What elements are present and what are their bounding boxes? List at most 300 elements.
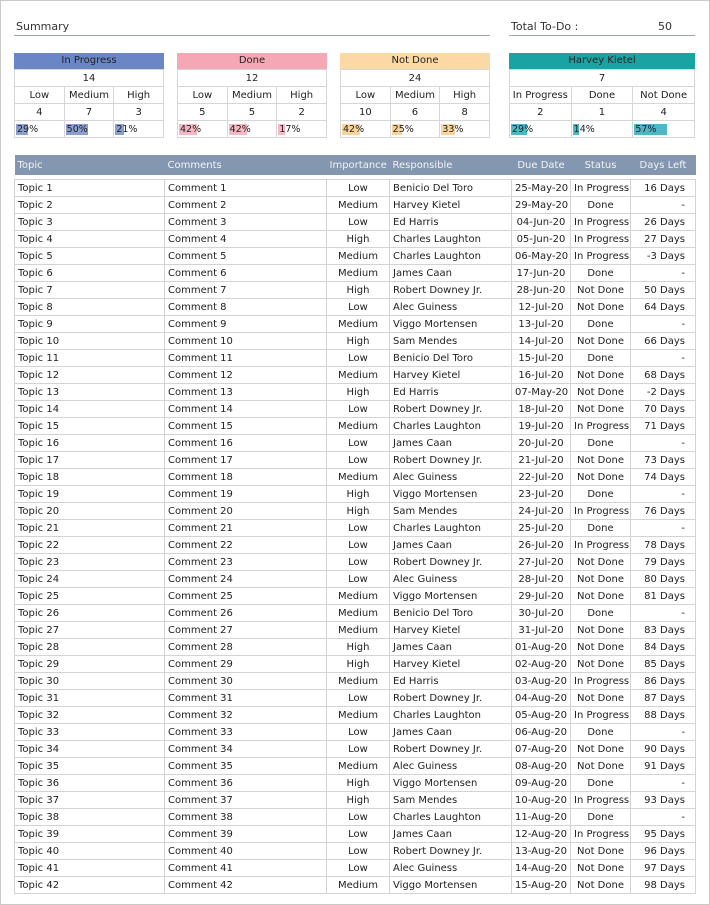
importance-cell[interactable]: Medium [327,197,390,214]
comment-cell[interactable]: Comment 13 [165,384,327,401]
status-cell[interactable]: In Progress [571,180,631,197]
status-cell[interactable]: Done [571,486,631,503]
responsible-cell[interactable]: Harvey Kietel [390,622,512,639]
summary-box-total[interactable]: 14 [15,70,164,87]
responsible-cell[interactable]: Sam Mendes [390,333,512,350]
summary-count[interactable]: 4 [633,104,695,121]
status-cell[interactable]: Done [571,724,631,741]
topic-cell[interactable]: Topic 24 [15,571,165,588]
days-left-cell[interactable]: 95 Days [631,826,696,843]
responsible-cell[interactable]: Viggo Mortensen [390,486,512,503]
importance-cell[interactable]: High [327,639,390,656]
due-date-cell[interactable]: 26-Jul-20 [512,537,571,554]
status-cell[interactable]: Not Done [571,860,631,877]
days-left-cell[interactable]: 68 Days [631,367,696,384]
due-date-cell[interactable]: 10-Aug-20 [512,792,571,809]
comment-cell[interactable]: Comment 5 [165,248,327,265]
status-cell[interactable]: In Progress [571,248,631,265]
comment-cell[interactable]: Comment 14 [165,401,327,418]
responsible-cell[interactable]: Ed Harris [390,673,512,690]
status-cell[interactable]: Done [571,265,631,282]
due-date-cell[interactable]: 27-Jul-20 [512,554,571,571]
topic-cell[interactable]: Topic 18 [15,469,165,486]
due-date-cell[interactable]: 23-Jul-20 [512,486,571,503]
responsible-cell[interactable]: Harvey Kietel [390,197,512,214]
days-left-cell[interactable]: 50 Days [631,282,696,299]
comment-cell[interactable]: Comment 22 [165,537,327,554]
days-left-cell[interactable]: 91 Days [631,758,696,775]
status-cell[interactable]: Not Done [571,656,631,673]
responsible-cell[interactable]: Benicio Del Toro [390,180,512,197]
responsible-cell[interactable]: Alec Guiness [390,469,512,486]
days-left-cell[interactable]: - [631,809,696,826]
due-date-cell[interactable]: 12-Jul-20 [512,299,571,316]
total-todo-value[interactable]: 50 [658,20,672,33]
status-cell[interactable]: Not Done [571,299,631,316]
summary-count[interactable]: 1 [571,104,633,121]
comment-cell[interactable]: Comment 37 [165,792,327,809]
due-date-cell[interactable]: 16-Jul-20 [512,367,571,384]
status-cell[interactable]: In Progress [571,214,631,231]
summary-count[interactable]: 3 [114,104,164,121]
summary-percent-cell[interactable] [571,121,633,138]
due-date-cell[interactable]: 25-May-20 [512,180,571,197]
importance-cell[interactable]: High [327,775,390,792]
responsible-cell[interactable]: James Caan [390,265,512,282]
responsible-cell[interactable]: Charles Laughton [390,809,512,826]
due-date-cell[interactable]: 06-Aug-20 [512,724,571,741]
status-cell[interactable]: In Progress [571,537,631,554]
comment-cell[interactable]: Comment 26 [165,605,327,622]
days-left-cell[interactable]: 76 Days [631,503,696,520]
importance-cell[interactable]: Medium [327,707,390,724]
status-cell[interactable]: Not Done [571,843,631,860]
comment-cell[interactable]: Comment 40 [165,843,327,860]
importance-cell[interactable]: Medium [327,622,390,639]
comment-cell[interactable]: Comment 21 [165,520,327,537]
responsible-cell[interactable]: Robert Downey Jr. [390,401,512,418]
topic-cell[interactable]: Topic 32 [15,707,165,724]
topic-cell[interactable]: Topic 7 [15,282,165,299]
days-left-cell[interactable]: 78 Days [631,537,696,554]
due-date-cell[interactable]: 13-Aug-20 [512,843,571,860]
comment-cell[interactable]: Comment 2 [165,197,327,214]
due-date-cell[interactable]: 02-Aug-20 [512,656,571,673]
responsible-cell[interactable]: Alec Guiness [390,758,512,775]
comment-cell[interactable]: Comment 9 [165,316,327,333]
importance-cell[interactable]: High [327,282,390,299]
importance-cell[interactable]: Low [327,724,390,741]
summary-percent-cell[interactable] [277,121,327,138]
due-date-cell[interactable]: 21-Jul-20 [512,452,571,469]
importance-cell[interactable]: Medium [327,877,390,894]
comment-cell[interactable]: Comment 6 [165,265,327,282]
status-cell[interactable]: In Progress [571,503,631,520]
summary-count[interactable]: 10 [341,104,391,121]
importance-cell[interactable]: Low [327,843,390,860]
status-cell[interactable]: In Progress [571,673,631,690]
summary-percent-cell[interactable] [341,121,391,138]
days-left-cell[interactable]: 88 Days [631,707,696,724]
header-comments[interactable]: Comments [165,155,327,175]
status-cell[interactable]: Not Done [571,384,631,401]
topic-cell[interactable]: Topic 15 [15,418,165,435]
status-cell[interactable]: Not Done [571,571,631,588]
due-date-cell[interactable]: 13-Jul-20 [512,316,571,333]
due-date-cell[interactable]: 11-Aug-20 [512,809,571,826]
status-cell[interactable]: Not Done [571,452,631,469]
topic-cell[interactable]: Topic 29 [15,656,165,673]
importance-cell[interactable]: High [327,231,390,248]
summary-box-total[interactable]: 12 [178,70,327,87]
topic-cell[interactable]: Topic 35 [15,758,165,775]
comment-cell[interactable]: Comment 18 [165,469,327,486]
days-left-cell[interactable]: 70 Days [631,401,696,418]
status-cell[interactable]: Not Done [571,554,631,571]
days-left-cell[interactable]: 98 Days [631,877,696,894]
summary-percent-cell[interactable] [64,121,114,138]
header-status[interactable]: Status [571,155,631,175]
responsible-cell[interactable]: James Caan [390,537,512,554]
due-date-cell[interactable]: 19-Jul-20 [512,418,571,435]
comment-cell[interactable]: Comment 36 [165,775,327,792]
summary-percent-cell[interactable] [390,121,440,138]
summary-count[interactable]: 4 [15,104,65,121]
days-left-cell[interactable]: - [631,520,696,537]
comment-cell[interactable]: Comment 29 [165,656,327,673]
comment-cell[interactable]: Comment 38 [165,809,327,826]
header-topic[interactable]: Topic [15,155,165,175]
status-cell[interactable]: Done [571,316,631,333]
topic-cell[interactable]: Topic 2 [15,197,165,214]
importance-cell[interactable]: Medium [327,248,390,265]
status-cell[interactable]: Not Done [571,282,631,299]
topic-cell[interactable]: Topic 25 [15,588,165,605]
days-left-cell[interactable]: 84 Days [631,639,696,656]
responsible-cell[interactable]: Charles Laughton [390,418,512,435]
status-cell[interactable]: In Progress [571,792,631,809]
summary-box-total[interactable]: 7 [510,70,695,87]
days-left-cell[interactable]: 86 Days [631,673,696,690]
comment-cell[interactable]: Comment 41 [165,860,327,877]
days-left-cell[interactable]: - [631,724,696,741]
topic-cell[interactable]: Topic 27 [15,622,165,639]
topic-cell[interactable]: Topic 33 [15,724,165,741]
topic-cell[interactable]: Topic 11 [15,350,165,367]
topic-cell[interactable]: Topic 22 [15,537,165,554]
days-left-cell[interactable]: - [631,605,696,622]
status-cell[interactable]: Not Done [571,741,631,758]
importance-cell[interactable]: Low [327,401,390,418]
status-cell[interactable]: Not Done [571,401,631,418]
responsible-cell[interactable]: Alec Guiness [390,571,512,588]
status-cell[interactable]: In Progress [571,707,631,724]
responsible-cell[interactable]: Ed Harris [390,384,512,401]
days-left-cell[interactable]: 73 Days [631,452,696,469]
comment-cell[interactable]: Comment 33 [165,724,327,741]
responsible-cell[interactable]: Harvey Kietel [390,656,512,673]
status-cell[interactable]: Done [571,350,631,367]
importance-cell[interactable]: High [327,792,390,809]
importance-cell[interactable]: Medium [327,265,390,282]
responsible-cell[interactable]: Robert Downey Jr. [390,741,512,758]
comment-cell[interactable]: Comment 4 [165,231,327,248]
importance-cell[interactable]: Medium [327,605,390,622]
days-left-cell[interactable]: - [631,775,696,792]
due-date-cell[interactable]: 03-Aug-20 [512,673,571,690]
responsible-cell[interactable]: Benicio Del Toro [390,605,512,622]
days-left-cell[interactable]: 74 Days [631,469,696,486]
topic-cell[interactable]: Topic 42 [15,877,165,894]
importance-cell[interactable]: Low [327,826,390,843]
header-importance[interactable]: Importance [327,155,390,175]
responsible-cell[interactable]: James Caan [390,435,512,452]
topic-cell[interactable]: Topic 12 [15,367,165,384]
status-cell[interactable]: Done [571,197,631,214]
due-date-cell[interactable]: 28-Jun-20 [512,282,571,299]
importance-cell[interactable]: Medium [327,469,390,486]
days-left-cell[interactable]: - [631,435,696,452]
days-left-cell[interactable]: 97 Days [631,860,696,877]
due-date-cell[interactable]: 20-Jul-20 [512,435,571,452]
summary-count[interactable]: 7 [64,104,114,121]
topic-cell[interactable]: Topic 19 [15,486,165,503]
importance-cell[interactable]: High [327,656,390,673]
due-date-cell[interactable]: 17-Jun-20 [512,265,571,282]
comment-cell[interactable]: Comment 35 [165,758,327,775]
status-cell[interactable]: Not Done [571,622,631,639]
topic-cell[interactable]: Topic 16 [15,435,165,452]
days-left-cell[interactable]: 71 Days [631,418,696,435]
comment-cell[interactable]: Comment 23 [165,554,327,571]
summary-count[interactable]: 5 [178,104,228,121]
due-date-cell[interactable]: 14-Jul-20 [512,333,571,350]
days-left-cell[interactable]: 26 Days [631,214,696,231]
importance-cell[interactable]: Medium [327,758,390,775]
comment-cell[interactable]: Comment 42 [165,877,327,894]
days-left-cell[interactable]: 66 Days [631,333,696,350]
comment-cell[interactable]: Comment 30 [165,673,327,690]
summary-percent-cell[interactable] [178,121,228,138]
comment-cell[interactable]: Comment 3 [165,214,327,231]
topic-cell[interactable]: Topic 30 [15,673,165,690]
topic-cell[interactable]: Topic 28 [15,639,165,656]
days-left-cell[interactable]: 80 Days [631,571,696,588]
responsible-cell[interactable]: Charles Laughton [390,231,512,248]
topic-cell[interactable]: Topic 23 [15,554,165,571]
days-left-cell[interactable]: 64 Days [631,299,696,316]
days-left-cell[interactable]: 83 Days [631,622,696,639]
topic-cell[interactable]: Topic 3 [15,214,165,231]
topic-cell[interactable]: Topic 34 [15,741,165,758]
comment-cell[interactable]: Comment 8 [165,299,327,316]
topic-cell[interactable]: Topic 13 [15,384,165,401]
responsible-cell[interactable]: Ed Harris [390,214,512,231]
due-date-cell[interactable]: 15-Aug-20 [512,877,571,894]
importance-cell[interactable]: Medium [327,588,390,605]
importance-cell[interactable]: Low [327,180,390,197]
importance-cell[interactable]: Low [327,690,390,707]
importance-cell[interactable]: High [327,333,390,350]
topic-cell[interactable]: Topic 38 [15,809,165,826]
responsible-cell[interactable]: James Caan [390,639,512,656]
responsible-cell[interactable]: Harvey Kietel [390,367,512,384]
topic-cell[interactable]: Topic 6 [15,265,165,282]
due-date-cell[interactable]: 06-May-20 [512,248,571,265]
days-left-cell[interactable]: 96 Days [631,843,696,860]
comment-cell[interactable]: Comment 11 [165,350,327,367]
status-cell[interactable]: Not Done [571,690,631,707]
due-date-cell[interactable]: 09-Aug-20 [512,775,571,792]
summary-count[interactable]: 8 [440,104,490,121]
header-due-date[interactable]: Due Date [512,155,571,175]
comment-cell[interactable]: Comment 31 [165,690,327,707]
days-left-cell[interactable]: - [631,486,696,503]
responsible-cell[interactable]: Viggo Mortensen [390,877,512,894]
summary-count[interactable]: 5 [227,104,277,121]
due-date-cell[interactable]: 01-Aug-20 [512,639,571,656]
due-date-cell[interactable]: 12-Aug-20 [512,826,571,843]
topic-cell[interactable]: Topic 14 [15,401,165,418]
importance-cell[interactable]: Low [327,350,390,367]
comment-cell[interactable]: Comment 25 [165,588,327,605]
due-date-cell[interactable]: 05-Aug-20 [512,707,571,724]
days-left-cell[interactable]: -3 Days [631,248,696,265]
responsible-cell[interactable]: Alec Guiness [390,860,512,877]
responsible-cell[interactable]: Charles Laughton [390,248,512,265]
topic-cell[interactable]: Topic 31 [15,690,165,707]
days-left-cell[interactable]: 93 Days [631,792,696,809]
topic-cell[interactable]: Topic 39 [15,826,165,843]
header-responsible[interactable]: Responsible [390,155,512,175]
comment-cell[interactable]: Comment 20 [165,503,327,520]
importance-cell[interactable]: Low [327,452,390,469]
summary-percent-cell[interactable] [440,121,490,138]
status-cell[interactable]: Not Done [571,333,631,350]
days-left-cell[interactable]: - [631,316,696,333]
summary-percent-cell[interactable] [114,121,164,138]
due-date-cell[interactable]: 29-Jul-20 [512,588,571,605]
importance-cell[interactable]: Medium [327,367,390,384]
importance-cell[interactable]: High [327,503,390,520]
comment-cell[interactable]: Comment 32 [165,707,327,724]
due-date-cell[interactable]: 18-Jul-20 [512,401,571,418]
days-left-cell[interactable]: 87 Days [631,690,696,707]
importance-cell[interactable]: Medium [327,316,390,333]
days-left-cell[interactable]: 16 Days [631,180,696,197]
topic-cell[interactable]: Topic 21 [15,520,165,537]
responsible-cell[interactable]: Alec Guiness [390,299,512,316]
comment-cell[interactable]: Comment 7 [165,282,327,299]
comment-cell[interactable]: Comment 27 [165,622,327,639]
summary-percent-cell[interactable] [15,121,65,138]
responsible-cell[interactable]: Robert Downey Jr. [390,452,512,469]
importance-cell[interactable]: Low [327,520,390,537]
status-cell[interactable]: Done [571,775,631,792]
importance-cell[interactable]: Low [327,809,390,826]
responsible-cell[interactable]: Viggo Mortensen [390,588,512,605]
summary-count[interactable]: 2 [277,104,327,121]
due-date-cell[interactable]: 08-Aug-20 [512,758,571,775]
responsible-cell[interactable]: Viggo Mortensen [390,316,512,333]
due-date-cell[interactable]: 07-May-20 [512,384,571,401]
comment-cell[interactable]: Comment 1 [165,180,327,197]
comment-cell[interactable]: Comment 34 [165,741,327,758]
importance-cell[interactable]: Low [327,537,390,554]
responsible-cell[interactable]: Robert Downey Jr. [390,282,512,299]
responsible-cell[interactable]: Robert Downey Jr. [390,690,512,707]
topic-cell[interactable]: Topic 41 [15,860,165,877]
days-left-cell[interactable]: 85 Days [631,656,696,673]
comment-cell[interactable]: Comment 17 [165,452,327,469]
due-date-cell[interactable]: 22-Jul-20 [512,469,571,486]
status-cell[interactable]: In Progress [571,418,631,435]
due-date-cell[interactable]: 28-Jul-20 [512,571,571,588]
topic-cell[interactable]: Topic 4 [15,231,165,248]
due-date-cell[interactable]: 25-Jul-20 [512,520,571,537]
topic-cell[interactable]: Topic 20 [15,503,165,520]
responsible-cell[interactable]: Benicio Del Toro [390,350,512,367]
days-left-cell[interactable]: 90 Days [631,741,696,758]
comment-cell[interactable]: Comment 16 [165,435,327,452]
due-date-cell[interactable]: 14-Aug-20 [512,860,571,877]
comment-cell[interactable]: Comment 10 [165,333,327,350]
topic-cell[interactable]: Topic 37 [15,792,165,809]
status-cell[interactable]: Done [571,520,631,537]
due-date-cell[interactable]: 30-Jul-20 [512,605,571,622]
header-days-left[interactable]: Days Left [631,155,696,175]
importance-cell[interactable]: High [327,384,390,401]
status-cell[interactable]: Done [571,435,631,452]
comment-cell[interactable]: Comment 24 [165,571,327,588]
responsible-cell[interactable]: James Caan [390,724,512,741]
importance-cell[interactable]: Medium [327,673,390,690]
importance-cell[interactable]: Low [327,860,390,877]
topic-cell[interactable]: Topic 10 [15,333,165,350]
comment-cell[interactable]: Comment 39 [165,826,327,843]
status-cell[interactable]: Not Done [571,639,631,656]
comment-cell[interactable]: Comment 15 [165,418,327,435]
responsible-cell[interactable]: Charles Laughton [390,520,512,537]
summary-count[interactable]: 2 [510,104,572,121]
due-date-cell[interactable]: 31-Jul-20 [512,622,571,639]
topic-cell[interactable]: Topic 40 [15,843,165,860]
status-cell[interactable]: In Progress [571,231,631,248]
due-date-cell[interactable]: 05-Jun-20 [512,231,571,248]
status-cell[interactable]: Not Done [571,469,631,486]
responsible-cell[interactable]: Sam Mendes [390,503,512,520]
summary-count[interactable]: 6 [390,104,440,121]
importance-cell[interactable]: Low [327,571,390,588]
comment-cell[interactable]: Comment 19 [165,486,327,503]
status-cell[interactable]: Not Done [571,877,631,894]
comment-cell[interactable]: Comment 12 [165,367,327,384]
topic-cell[interactable]: Topic 26 [15,605,165,622]
status-cell[interactable]: Done [571,809,631,826]
status-cell[interactable]: Done [571,605,631,622]
days-left-cell[interactable]: - [631,197,696,214]
importance-cell[interactable]: Low [327,554,390,571]
days-left-cell[interactable]: - [631,265,696,282]
status-cell[interactable]: Not Done [571,367,631,384]
importance-cell[interactable]: Medium [327,418,390,435]
status-cell[interactable]: Not Done [571,588,631,605]
importance-cell[interactable]: Low [327,214,390,231]
topic-cell[interactable]: Topic 1 [15,180,165,197]
days-left-cell[interactable]: -2 Days [631,384,696,401]
due-date-cell[interactable]: 29-May-20 [512,197,571,214]
topic-cell[interactable]: Topic 36 [15,775,165,792]
